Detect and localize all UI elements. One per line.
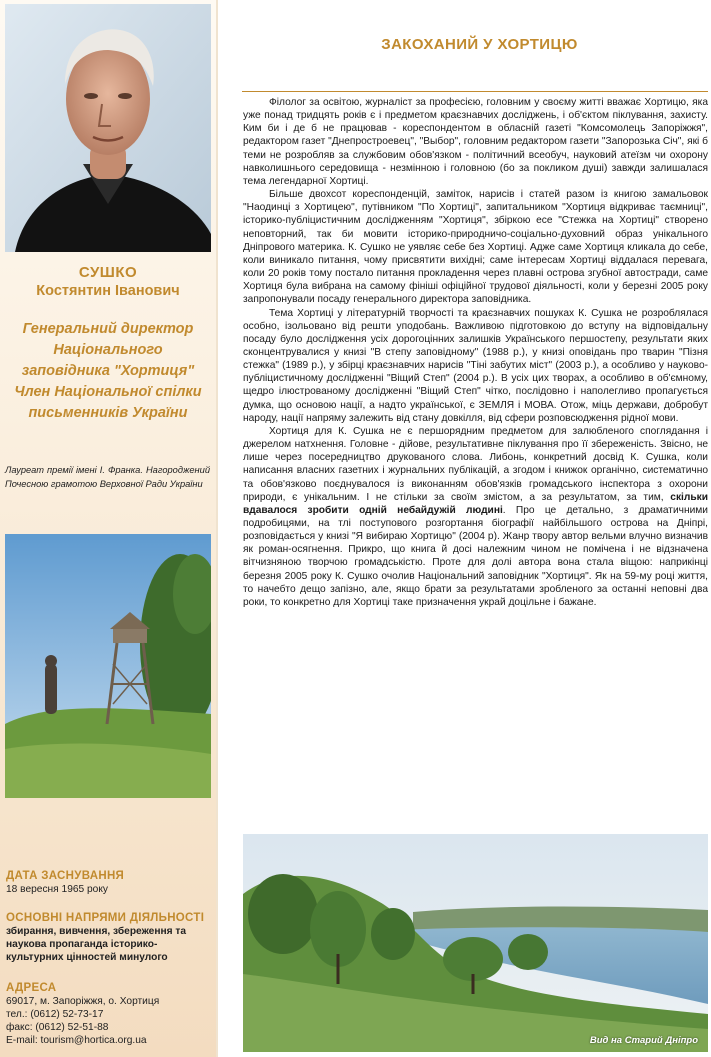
portrait-illustration — [5, 4, 211, 252]
article-paragraph-4 — [243, 425, 708, 609]
paragraph-4-emphasis: скільки вдавалося зробити одній небайдужій людині — [243, 491, 708, 516]
address-fax: факс: (0612) 52-51-88 — [6, 1022, 109, 1033]
address-heading: АДРЕСА — [6, 982, 57, 994]
address-email[interactable]: E-mail: tourism@hortica.org.ua — [6, 1035, 147, 1046]
portrait-photo — [5, 4, 211, 252]
tower-illustration — [5, 534, 211, 798]
article-paragraph-3: Тема Хортиці у літературній творчості та краєзнавчих пошуках К. Сушка не розроблялася особно, ізольовано від решти уподобань. Важливою підготовкою до вступу на відповідальну посаду було дослідження усіх дорогоцінних залишків Українського першостепу, результати яких сконцентрувалися у книзі "В степу заповідному" (1988 р.), у книзі оповідань про тварин "Пізня стежка" (1989 р.), у збірці краєзнавчих нарисів "Тіні забутих міст" (2003 р.), а особливо у науково-публіцистичному дослідженні "Віщий Степ" (2004 р.). В усіх цих творах, а особливо в об'ємному, щедро ілюстрованому дослідженні "Віщий Степ" чітко, послідовно і наполегливо пропагується думка, що основою нації, а надто української, є ЗЕМЛЯ і МОВА. Отож, міць держави, добробут народу, нації напряму залежить від стану довкілля, від сфери розповсюдження рідної мови. — [243, 307, 708, 424]
article-paragraph-2: Більше двохсот кореспонденцій, заміток, нарисів і статей разом із книгою замальовок "Наодинці з Хортицею", путівником "По Хортиці", запитальником "Хортиця відкриває таємниці", історико-публіцистичним дослідженням "Хортиця", збіркою есе "Стежка на Хортиці" створено неповторний, так би мовити історико-природничо-соціально-духовний образ унікального Дніпрового материка. К. Сушко не уявляє себе без Хортиці. Адже саме Хортиця кликала до себе, коли виникало питання, чому присвятити вихідні; саме інтересам Хортиці віддалася перевага, коли 20 років тому постало питання прокладення через плавні острова згубної автостради, саме Хортиця була вибрана на самому фініші офіційної трудової діяльності, коли у березні 2005 року запропонували посаду генерального директора заповідника. — [243, 189, 708, 306]
address-section — [6, 981, 214, 1047]
paragraph-4-lead: Хортиця для К. Сушка не є першорядним предметом для залюбленого споглядання і джерелом натхнення. Головне - дійове, результативне піклування про її збереженість. Звісно, не лише через посередництво друкованого слова. Либонь, конкретний досвід К. Сушка, коли написання власних газетних і журнальних публікацій, а згодом і книжок органічно, систематично та обов'язково поєднувалося із виконанням обов'язків громадського інспектора з охорони природи, є унікальним. І не стільки за своїм змістом, а за результатом, за тим, — [243, 425, 708, 503]
directions-value: збирання, вивчення, збереження та наукова пропаганда історико-культурних цінностей минулого — [6, 926, 187, 963]
founding-heading: ДАТА ЗАСНУВАННЯ — [6, 870, 125, 882]
address-phone: тел.: (0612) 52-73-17 — [6, 1009, 104, 1020]
directions-section — [6, 911, 214, 964]
founding-section — [6, 869, 214, 896]
title-rule — [242, 91, 708, 92]
address-street: 69017, м. Запоріжжя, о. Хортиця — [6, 996, 160, 1007]
article-body — [243, 96, 708, 609]
article-paragraph-1: Філолог за освітою, журналіст за професією, головним у своєму житті вважає Хортицю, яка уже понад тридцять років є і предметом краєзнавчих досліджень, і об'єктом піклування, захисту. Ким би і де б не працював - кореспондентом в обласній газеті "Комсомолець Запоріжжя", редактором газет "Днепростроевец", "Выбор", головним редактором газети "Запорозька Січ", які б теми не розробляв за службовим обов'язком - політичний всеобуч, науковий атеїзм чи охорону навколишнього середовища - незмінною і головною (бо за покликом душі) завжди залишалася тема легендарної Хортиці. — [243, 97, 708, 187]
river-photo-caption: Вид на Старий Дніпро — [589, 1035, 698, 1046]
person-awards: Лауреат премії імені І. Франка. Нагороджений Почесною грамотою Верховної Ради України — [5, 465, 210, 489]
person-names: Костянтин Іванович — [36, 283, 180, 299]
person-role: Генеральний директор Національного заповідника "Хортиця" Член Національної спілки письменників України — [14, 321, 202, 421]
article-title: ЗАКОХАНИЙ У ХОРТИЦЮ — [381, 36, 578, 53]
river-illustration — [243, 834, 708, 1052]
person-block — [0, 263, 216, 424]
sidebar-divider — [216, 0, 218, 1057]
river-photo — [243, 834, 708, 1052]
person-surname: СУШКО — [78, 264, 138, 281]
tower-photo — [5, 534, 211, 798]
directions-heading: ОСНОВНІ НАПРЯМИ ДІЯЛЬНОСТІ — [6, 912, 205, 924]
founding-value: 18 вересня 1965 року — [6, 884, 109, 895]
paragraph-4-tail: . Про це детально, з драматичними подробицями, на тлі поступового розгортання біографії найбільшого острова на Дніпрі, розповідається у книзі "Я вибираю Хортицю" (2004 р). Жанр твору автор вельми влучно визначив як роман-осягнення. Прикро, що книга й досі належним чином не помічена і не відзначена вітчизняною творчою громадськістю. Проте для долі автора вона стала віщою: наприкінці березня 2005 року К. Сушко очолив Національний заповідник "Хортиця". Як на 59-му році життя, то начебто дещо запізно, але, якщо брати за результатами зробленого за останні неповні два роки, то конкретно для Хортиці таке призначення украй доцільне і бажане. — [243, 504, 708, 608]
